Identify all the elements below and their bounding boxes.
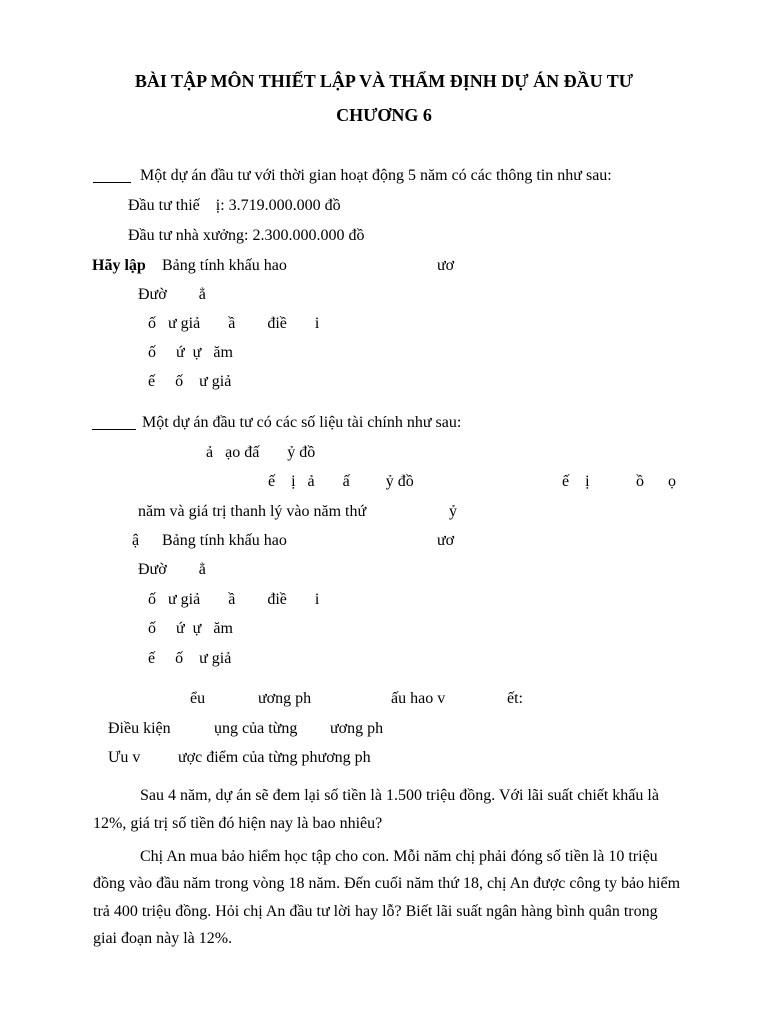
ex1-task-label: Hãy lập — [92, 257, 146, 274]
ex1-method-0: Đườ ẳ — [138, 286, 206, 303]
ex2-task-a: ậ — [132, 532, 140, 549]
ex1-blank-number — [93, 168, 131, 183]
ex5-line3: trả 400 triệu đồng. Hỏi chị An đầu tư lời hay lỗ? Biết lãi suất ngân hàng bình quân trong — [93, 903, 658, 920]
ex1-intro: Một dự án đầu tư với thời gian hoạt động 5 năm có các thông tin như sau: — [140, 167, 612, 184]
ex1-task-end: ươ — [437, 257, 455, 274]
ex5-line4: giai đoạn này là 12%. — [93, 930, 233, 947]
ex3-line2a: Ưu v — [108, 749, 141, 766]
ex2-method-0: Đườ ẳ — [138, 561, 206, 578]
ex2-method-3: ế ố ư giả — [148, 650, 232, 667]
ex2-method-1: ố ư giả ầ điề i — [148, 591, 320, 608]
ex3-line1c: ương ph — [330, 720, 384, 737]
ex2-intro: Một dự án đầu tư có các số liệu tài chính như sau: — [142, 414, 462, 431]
ex2-line3a: năm và giá trị thanh lý vào năm thứ — [138, 503, 367, 520]
ex2-line3b: ỷ — [449, 503, 457, 520]
ex2-blank-number — [92, 415, 136, 430]
ex1-method-1: ố ư giả ầ điề i — [148, 315, 320, 332]
ex2-method-2: ố ứ ự ăm — [148, 620, 233, 637]
ex3-frag-a: ểu — [190, 690, 206, 707]
ex3-line1a: Điều kiện — [108, 720, 171, 737]
ex5-line2: đồng vào đầu năm trong vòng 18 năm. Đến cuối năm thứ 18, chị An được công ty bảo hiểm — [93, 875, 681, 892]
ex2-line1: ả ạo đấ ỷ đồ — [206, 444, 316, 461]
ex4-line2: 12%, giá trị số tiền đó hiện nay là bao nhiêu? — [93, 815, 383, 832]
ex2-line2b: ế ị — [562, 473, 590, 490]
ex3-frag-b: ương ph — [258, 690, 312, 707]
ex5-line1: Chị An mua bảo hiểm học tập cho con. Mỗi năm chị phải đóng số tiền là 10 triệu — [140, 848, 658, 865]
ex4-line1: Sau 4 năm, dự án sẽ đem lại số tiền là 1.500 triệu đồng. Với lãi suất chiết khấu là — [140, 787, 659, 804]
ex1-task-text: Bảng tính khấu hao — [162, 257, 287, 274]
doc-title-line1: BÀI TẬP MÔN THIẾT LẬP VÀ THẨM ĐỊNH DỰ ÁN ĐẦU TƯ — [134, 71, 634, 91]
ex1-item-equipment: Đầu tư thiế ị: 3.719.000.000 đồ — [128, 197, 341, 214]
ex1-method-2: ố ứ ự ăm — [148, 344, 233, 361]
ex2-line2c: ồ ọ — [636, 473, 676, 490]
ex2-task-end: ươ — [437, 532, 455, 549]
ex2-task-text: Bảng tính khấu hao — [162, 532, 287, 549]
ex3-line1b: ụng của từng — [214, 720, 298, 737]
ex1-method-3: ế ố ư giả — [148, 373, 232, 390]
ex3-frag-c: ấu hao v — [391, 690, 446, 707]
ex3-frag-d: ết: — [507, 690, 523, 707]
ex2-line2a: ế ị ả ấ ỷ đồ — [268, 473, 414, 490]
ex1-item-factory: Đầu tư nhà xưởng: 2.300.000.000 đồ — [128, 227, 365, 244]
ex3-line2b: ược điểm của từng phương ph — [178, 749, 371, 766]
doc-title-line2: CHƯƠNG 6 — [336, 105, 432, 125]
